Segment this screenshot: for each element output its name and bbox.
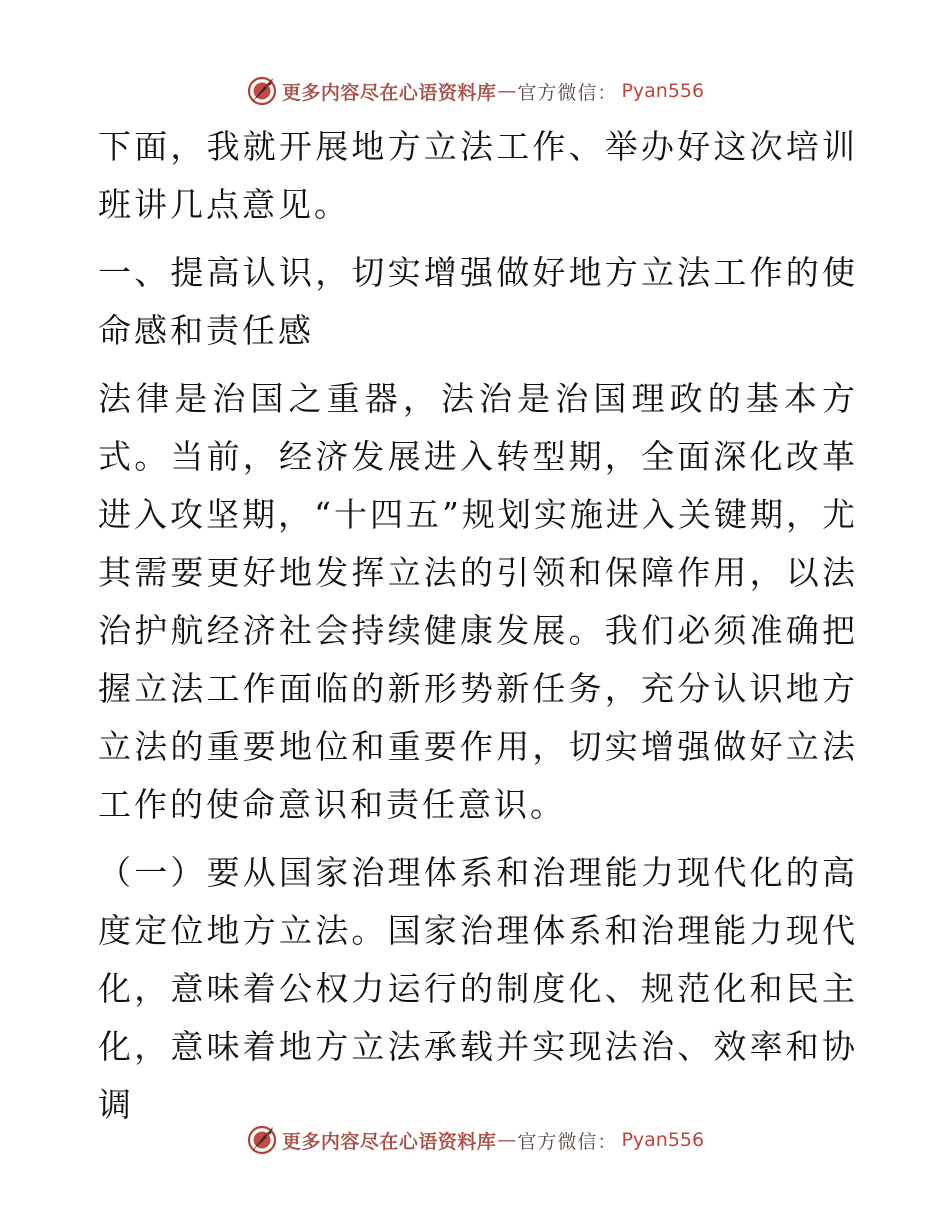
banner-separator: —: [497, 80, 517, 102]
paragraph-law: 法律是治国之重器，法治是治国理政的基本方式。当前，经济发展进入转型期，全面深化改革进入攻坚期，“十四五”规划实施进入关键期，尤其需要更好地发挥立法的引领和保障作用，以法治护航经济社会持续健康发展。我们必须准确把握立法工作面临的新形势新任务，充分认识地方立法的重要地位和重要作用，切实增强做好立法工作的使命意识和责任意识。: [98, 379, 858, 824]
paragraph-subsection-1: （一）要从国家治理体系和治理能力现代化的高度定位地方立法。国家治理体系和治理能力现代化，意味着公权力运行的制度化、规范化和民主化，意味着地方立法承载并实现法治、效率和协调: [98, 853, 858, 1124]
document-body: [98, 118, 858, 1134]
paragraph-intro: 下面，我就开展地方立法工作、举办好这次培训班讲几点意见。: [98, 127, 858, 224]
banner-wechat-label: 官方微信：: [517, 81, 618, 104]
banner-tagline: 更多内容尽在心语资料库: [281, 1130, 497, 1153]
banner-wechat-account: Pyan556: [621, 1129, 705, 1151]
quill-pen-icon: [246, 75, 278, 107]
banner-wechat-label: 官方微信：: [517, 1130, 618, 1153]
banner-tagline: 更多内容尽在心语资料库: [281, 81, 497, 104]
quill-pen-icon: [246, 1124, 278, 1156]
section-heading-1: 一、提高认识，切实增强做好地方立法工作的使命感和责任感: [98, 253, 858, 350]
banner-separator: —: [497, 1129, 517, 1151]
banner-wechat-account: Pyan556: [621, 80, 705, 102]
header-watermark-banner: [0, 71, 950, 111]
footer-watermark-banner: [0, 1120, 950, 1160]
